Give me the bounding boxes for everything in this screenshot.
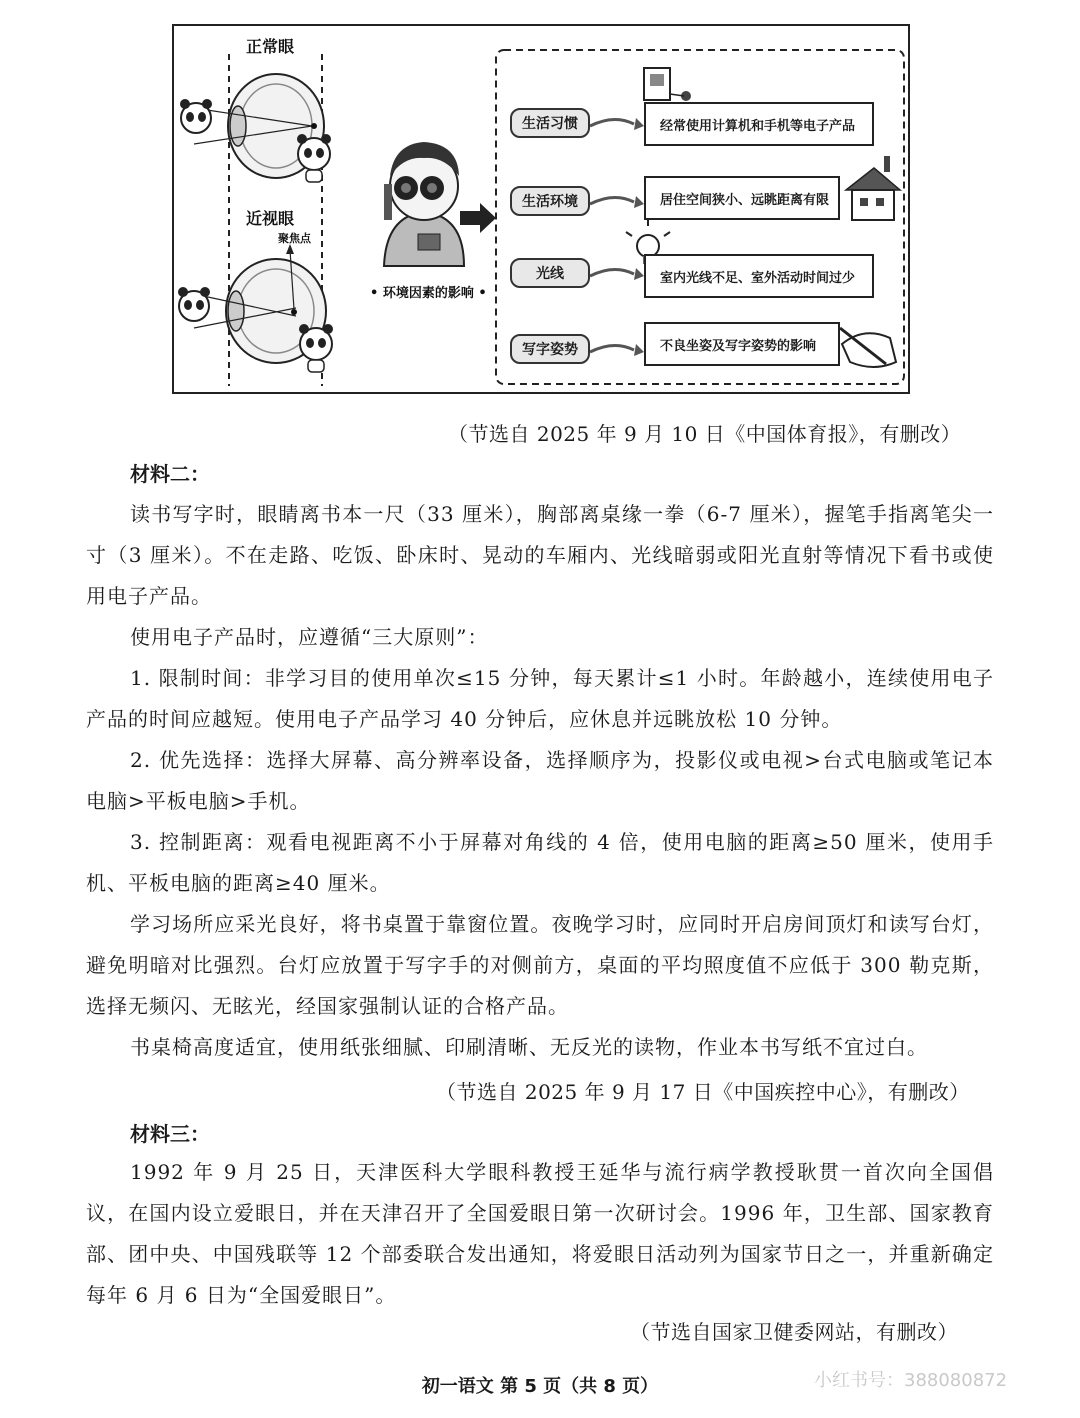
eye-health-figure — [172, 24, 910, 394]
factor-label-posture: 写字姿势 — [510, 334, 590, 364]
big-arrow-icon — [460, 203, 496, 233]
source-citation-2: （节选自 2025 年 9 月 17 日《中国疾控中心》，有删改） — [436, 1080, 970, 1104]
house-icon — [846, 156, 900, 220]
effect-box-light: 室内光线不足、室外活动时间过少 — [644, 254, 874, 298]
effect-box-posture: 不良坐姿及写字姿势的影响 — [644, 322, 840, 366]
factor-label-environment: 生活环境 — [510, 186, 590, 216]
effect-box-environment: 居住空间狭小、远眺距离有限 — [644, 176, 840, 220]
material-2-paragraph-3: 1. 限制时间：非学习目的使用单次≤15 分钟，每天累计≤1 小时。年龄越小，连续使用电子产品的时间应越短。使用电子产品学习 40 分钟后，应休息并远眺放松 10 分钟。 — [86, 666, 994, 731]
factor-label-habit: 生活习惯 — [510, 108, 590, 138]
material-2-heading: 材料二： — [130, 462, 210, 486]
normal-eye-label: 正常眼 — [246, 37, 295, 56]
focus-point-label: 聚焦点 — [278, 232, 311, 245]
material-3-heading: 材料三： — [130, 1122, 210, 1146]
material-2-paragraph-1: 读书写字时，眼睛离书本一尺（33 厘米），胸部离桌缘一拳（6-7 厘米），握笔手指离笔尖一寸（3 厘米）。不在走路、吃饭、卧床时、晃动的车厢内、光线暗弱或阳光直射等情况下看书或使用电子产品。 — [86, 502, 994, 608]
material-2-paragraph-2: 使用电子产品时，应遵循“三大原则”： — [130, 625, 489, 649]
material-3-paragraph-1: 1992 年 9 月 25 日，天津医科大学眼科教授王延华与流行病学教授耿贯一首次向全国倡议，在国内设立爱眼日，并在天津召开了全国爱眼日第一次研讨会。1996 年，卫生部、国家教育部、团中央、中国残联等 12 个部委联合发出通知，将爱眼日活动列为国家节日之一，并重新确定每年 6 月 6 日为“全国爱眼日”。 — [86, 1160, 994, 1307]
material-2-paragraph-7: 书桌椅高度适宜，使用纸张细腻、印刷清晰、无反光的读物，作业本书写纸不宜过白。 — [130, 1035, 928, 1059]
panda-icon-4 — [299, 324, 333, 372]
child-with-binoculars-icon — [384, 142, 464, 266]
panda-icon-1 — [180, 99, 212, 133]
material-2-paragraph-4: 2. 优先选择：选择大屏幕、高分辨率设备，选择顺序为，投影仪或电视>台式电脑或笔记本电脑>平板电脑>手机。 — [86, 748, 994, 813]
material-2-paragraph-6: 学习场所应采光良好，将书桌置于靠窗位置。夜晚学习时，应同时开启房间顶灯和读写台灯，避免明暗对比强烈。台灯应放置于写字手的对侧前方，桌面的平均照度值不应低于 300 勒克斯，选择无频闪、无眩光，经国家强制认证的合格产品。 — [86, 912, 994, 1018]
page-footer: 初一语文 第 5 页（共 8 页） — [421, 1376, 659, 1397]
env-caption: • 环境因素的影响 • — [370, 286, 487, 301]
computer-phone-icon — [644, 68, 691, 101]
panda-icon-3 — [178, 287, 210, 321]
factor-label-light: 光线 — [510, 258, 590, 288]
effect-box-habit: 经常使用计算机和手机等电子产品 — [644, 102, 874, 146]
watermark: 小红书号：388080872 — [814, 1370, 1008, 1391]
writing-hand-icon — [840, 328, 896, 367]
source-citation-3: （节选自国家卫健委网站，有删改） — [630, 1320, 958, 1344]
myopia-eye-label: 近视眼 — [246, 209, 295, 228]
panda-icon-2 — [297, 134, 331, 182]
source-citation-1: （节选自 2025 年 9 月 10 日《中国体育报》，有删改） — [448, 422, 962, 446]
material-2-paragraph-5: 3. 控制距离：观看电视距离不小于屏幕对角线的 4 倍，使用电脑的距离≥50 厘米，使用手机、平板电脑的距离≥40 厘米。 — [86, 830, 994, 895]
